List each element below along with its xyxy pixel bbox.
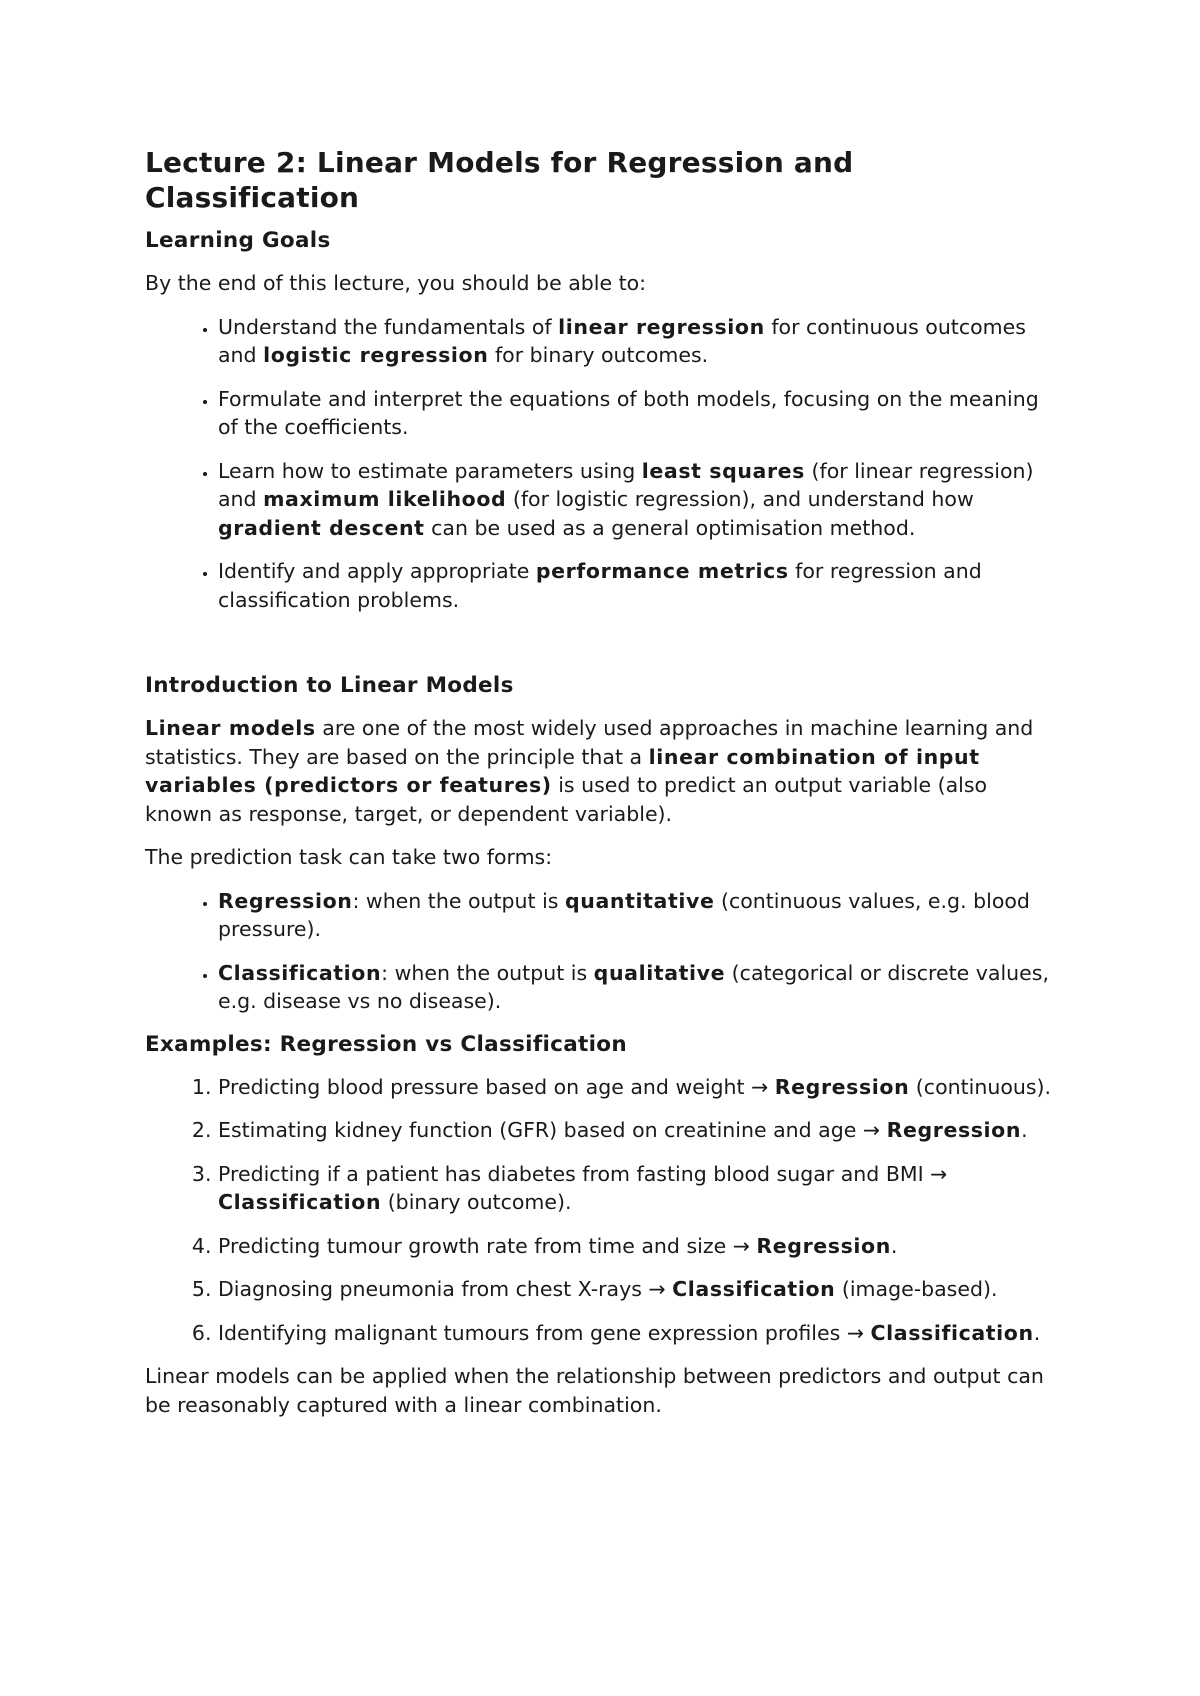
text: for regression and classification problems. xyxy=(218,559,982,612)
text: : when the output is xyxy=(352,888,565,913)
text: Diagnosing pneumonia from chest X-rays → xyxy=(218,1277,673,1301)
bold-term: quantitative xyxy=(565,888,715,913)
text: (continuous values, e.g. blood pressure). xyxy=(218,888,1030,941)
text: . xyxy=(1021,1118,1028,1142)
introduction-paragraph xyxy=(145,714,1055,828)
text: (image-based). xyxy=(835,1277,998,1301)
text: Understand the fundamentals of xyxy=(218,314,559,339)
bold-term: Regression xyxy=(886,1118,1022,1142)
text: (categorical or discrete values, e.g. disease vs no disease). xyxy=(218,960,1049,1013)
text: Identify and apply appropriate xyxy=(218,559,536,583)
learning-goals-list xyxy=(145,313,1055,615)
prediction-forms-list xyxy=(145,887,1055,1016)
text: Predicting tumour growth rate from time and size → xyxy=(218,1233,757,1258)
text: Identifying malignant tumours from gene expression profiles → xyxy=(218,1320,871,1345)
text: are one of the most widely used approaches in machine learning and statistics. They are based on the principle that a xyxy=(145,716,1034,769)
bold-term: logistic regression xyxy=(263,343,489,367)
bold-term: qualitative xyxy=(593,960,726,985)
list-item xyxy=(218,557,1055,614)
text: is used to predict an output variable (also known as response, target, or dependent variable). xyxy=(145,773,988,826)
text: for binary outcomes. xyxy=(488,343,709,367)
list-item xyxy=(218,1275,1055,1304)
text: . xyxy=(1033,1320,1041,1345)
text: Formulate and interpret the equations of both models, focusing on the meaning of the coefficients. xyxy=(218,386,1039,439)
list-item xyxy=(218,1232,1055,1261)
text: (binary outcome). xyxy=(381,1190,572,1214)
page-title: Lecture 2: Linear Models for Regression and Classification xyxy=(145,146,854,214)
bold-term: Regression xyxy=(756,1233,891,1258)
bold-term: least squares xyxy=(641,458,805,483)
text: for continuous outcomes and xyxy=(218,314,1026,367)
introduction-heading: Introduction to Linear Models xyxy=(145,673,514,698)
list-item xyxy=(218,313,1055,370)
list-item xyxy=(218,385,1055,442)
examples-list xyxy=(145,1073,1055,1348)
bold-term: Classification xyxy=(672,1277,836,1301)
text: : when the output is xyxy=(381,960,594,985)
bold-term: linear combination of input variables (predictors or features) xyxy=(145,744,980,797)
list-item xyxy=(218,1160,1055,1217)
text: Learn how to estimate parameters using xyxy=(218,458,642,483)
text: Estimating kidney function (GFR) based on creatinine and age → xyxy=(218,1118,887,1142)
list-item xyxy=(218,887,1055,944)
text: . xyxy=(890,1233,898,1258)
bold-term: linear regression xyxy=(558,314,765,339)
learning-goals-intro: By the end of this lecture, you should be able to: xyxy=(145,271,647,295)
document-content xyxy=(145,145,1055,1434)
text: can be used as a general optimisation method. xyxy=(424,515,916,540)
text: Predicting blood pressure based on age and weight → xyxy=(218,1074,775,1099)
bold-term: Regression xyxy=(774,1074,910,1099)
prediction-task-paragraph: The prediction task can take two forms: xyxy=(145,845,553,869)
bold-term: Classification xyxy=(218,1190,382,1214)
section-spacer xyxy=(145,629,1055,672)
bold-term: gradient descent xyxy=(218,515,425,540)
list-item xyxy=(218,959,1055,1016)
bold-term: Classification xyxy=(870,1320,1034,1345)
closing-paragraph: Linear models can be applied when the relationship between predictors and output can be reasonably captured with a linear combination. xyxy=(145,1364,1044,1417)
list-item xyxy=(218,457,1055,543)
list-item xyxy=(218,1319,1055,1348)
learning-goals-heading: Learning Goals xyxy=(145,228,331,253)
text: (for logistic regression), and understand how xyxy=(506,487,974,511)
bold-term: performance metrics xyxy=(535,559,789,583)
examples-heading: Examples: Regression vs Classification xyxy=(145,1031,627,1057)
bold-term: Regression xyxy=(218,888,353,913)
text: (for linear regression) and xyxy=(218,458,1034,511)
text: (continuous). xyxy=(909,1074,1052,1099)
bold-term: Linear models xyxy=(145,716,316,740)
text: Predicting if a patient has diabetes from fasting blood sugar and BMI → xyxy=(218,1161,948,1186)
list-item xyxy=(218,1116,1055,1145)
bold-term: maximum likelihood xyxy=(263,487,507,511)
list-item xyxy=(218,1073,1055,1102)
bold-term: Classification xyxy=(218,960,382,985)
